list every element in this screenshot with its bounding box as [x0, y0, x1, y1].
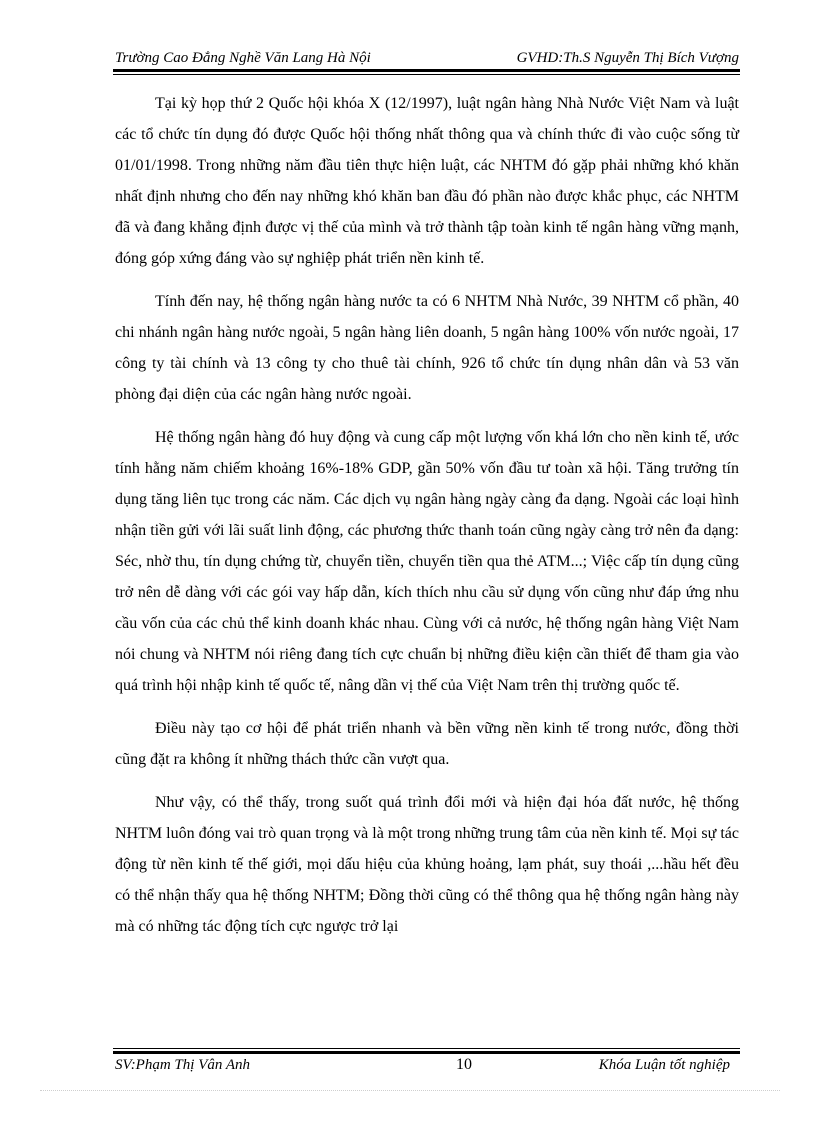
body-text: [115, 88, 739, 954]
paragraph: Như vậy, có thể thấy, trong suốt quá trình đổi mới và hiện đại hóa đất nước, hệ thống NHTM luôn đóng vai trò quan trọng và là một trong những trung tâm của nền kinh tế. Mọi sự tác động từ nền kinh tế thế giới, mọi dấu hiệu của khủng hoảng, lạm phát, suy thoái ,...hầu hết đều có thể nhận thấy qua hệ thống NHTM; Đồng thời cũng có thể thông qua hệ thống ngân hàng này mà có những tác động tích cực ngược trở lại: [115, 794, 739, 935]
header-supervisor: GVHD:Th.S Nguyễn Thị Bích Vượng: [516, 50, 739, 66]
page-header: [113, 48, 739, 68]
paragraph: Điều này tạo cơ hội để phát triển nhanh và bền vững nền kinh tế trong nước, đồng thời cũng đặt ra không ít những thách thức cần vượt qua.: [115, 720, 739, 768]
paragraph: Hệ thống ngân hàng đó huy động và cung cấp một lượng vốn khá lớn cho nền kinh tế, ước tính hằng năm chiếm khoảng 16%-18% GDP, gần 50% vốn đầu tư toàn xã hội. Tăng trưởng tín dụng tăng liên tục trong các năm. Các dịch vụ ngân hàng ngày càng đa dạng. Ngoài các loại hình nhận tiền gửi với lãi suất linh động, các phương thức thanh toán cũng ngày càng trở nên đa dạng: Séc, nhờ thu, tín dụng chứng từ, chuyển tiền, chuyển tiền qua thẻ ATM...; Việc cấp tín dụng cũng trở nên dễ dàng với các gói vay hấp dẫn, kích thích nhu cầu sử dụng vốn cũng như đáp ứng nhu cầu vốn của các chủ thể kinh doanh khác nhau. Cùng với cả nước, hệ thống ngân hàng Việt Nam nói chung và NHTM nói riêng đang tích cực chuẩn bị những điều kiện cần thiết để tham gia vào quá trình hội nhập kinh tế quốc tế, nâng dần vị thế của Việt Nam trên thị trường quốc tế.: [115, 429, 739, 694]
footer-document-type: Khóa Luận tốt nghiệp: [598, 1057, 730, 1073]
page-edge-divider: [40, 1090, 780, 1091]
header-divider: [113, 69, 740, 75]
page-number: 10: [456, 1056, 472, 1073]
footer-student-name: SV:Phạm Thị Vân Anh: [115, 1057, 250, 1073]
header-school-name: Trường Cao Đẳng Nghề Văn Lang Hà Nội: [115, 50, 371, 66]
footer-divider: [113, 1048, 740, 1054]
page-footer: [113, 1055, 740, 1075]
paragraph: Tính đến nay, hệ thống ngân hàng nước ta có 6 NHTM Nhà Nước, 39 NHTM cổ phần, 40 chi nhánh ngân hàng nước ngoài, 5 ngân hàng liên doanh, 5 ngân hàng 100% vốn nước ngoài, 17 công ty tài chính và 13 công ty cho thuê tài chính, 926 tổ chức tín dụng nhân dân và 53 văn phòng đại diện của các ngân hàng nước ngoài.: [115, 293, 739, 403]
paragraph: Tại kỳ họp thứ 2 Quốc hội khóa X (12/1997), luật ngân hàng Nhà Nước Việt Nam và luật các tổ chức tín dụng đó được Quốc hội thống nhất thông qua và chính thức đi vào cuộc sống từ 01/01/1998. Trong những năm đầu tiên thực hiện luật, các NHTM đó gặp phải những khó khăn nhất định nhưng cho đến nay những khó khăn ban đầu đó phần nào được khắc phục, các NHTM đã và đang khẳng định được vị thế của mình và trở thành tập toàn kinh tế ngân hàng vững mạnh, đóng góp xứng đáng vào sự nghiệp phát triển nền kinh tế.: [115, 95, 739, 267]
